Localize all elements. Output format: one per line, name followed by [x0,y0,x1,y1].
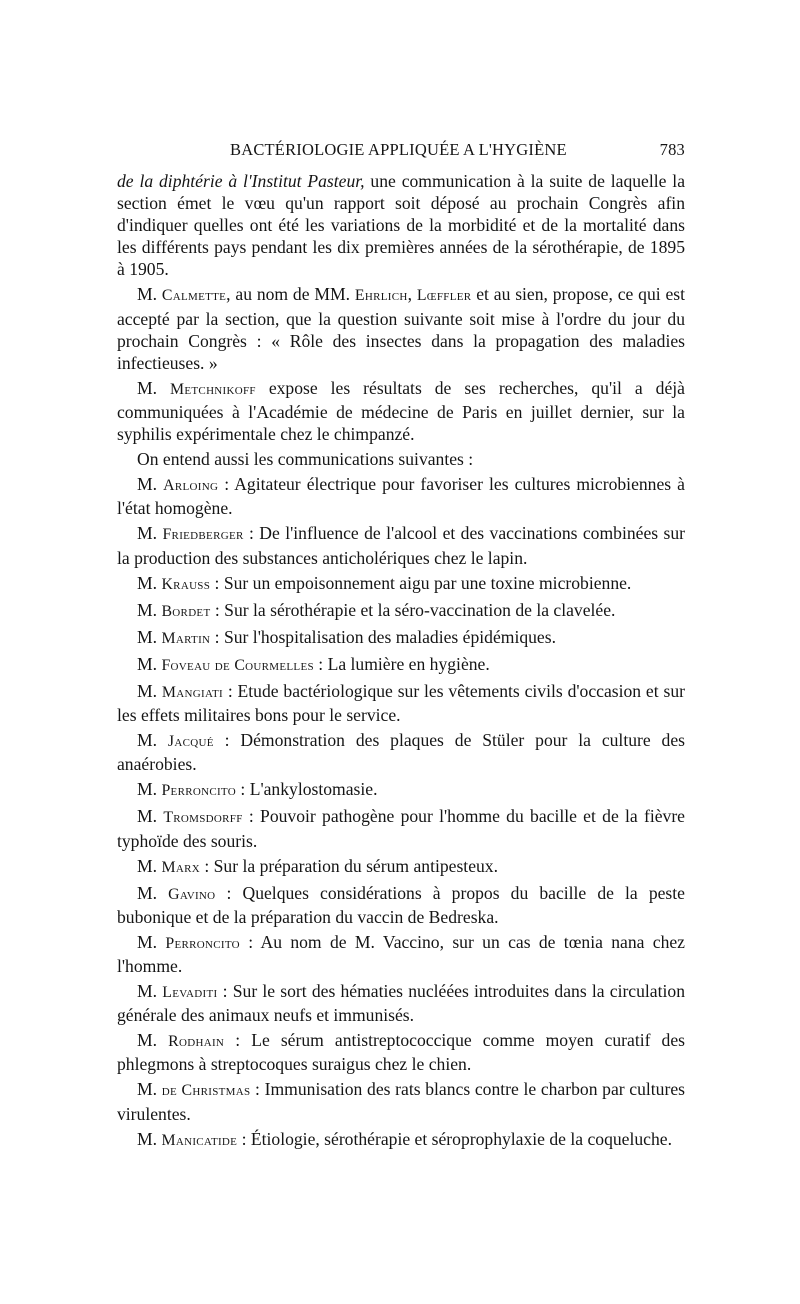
honorific: M. [137,653,162,674]
honorific: M. [137,806,164,827]
communication-item [117,1078,685,1124]
communication-item [117,680,685,726]
speaker-name: de Christmas [161,1082,251,1100]
communication-item [117,729,685,775]
intro-paragraph: On entend aussi les communications suivantes : [137,449,474,470]
communication-title: : La lumière en hygiène. [313,653,490,674]
communication-title: : Démonstration des plaques de Stüler pour la culture des anaérobies. [117,730,685,775]
honorific: M. [137,523,163,544]
communication-item [117,599,685,623]
communication-title: : Sur la sérothérapie et la séro-vaccination de la clavelée. [210,599,616,620]
honorific: M. [137,284,162,305]
calmette-paragraph [117,283,685,373]
communication-title: : Pouvoir pathogène pour l'homme du bacille et de la fièvre typhoïde des souris. [117,806,685,851]
honorific: M. [137,1128,162,1149]
communication-title: : Le sérum antistreptococcique comme moyen curatif des phlegmons à streptocoques suraigus chez le chien. [117,1030,685,1075]
honorific: M. [137,474,164,495]
communication-title: : Au nom de M. Vaccino, sur un cas de tœnia nana chez l'homme. [117,931,685,976]
opening-paragraph [117,170,685,280]
page-number: 783 [659,140,685,159]
paragraph-text: expose les résultats de ses recherches, qu'il a déjà communiquées à l'Académie de médecine de Paris en juillet dernier, sur la syphilis expérimentale chez le chimpanzé. [117,377,685,445]
speaker-name: Martin [161,629,211,647]
communication-item [117,778,685,802]
honorific: M. [137,572,162,593]
communication-title: : Sur le sort des hématies nucléées introduites dans la circulation générale des animaux neufs et immunisés. [117,981,685,1026]
paragraph-text: et au sien, propose, ce qui est accepté par la section, que la question suivante soit mise à l'ordre du jour du prochain Congrès : « Rôle des insectes dans la propagation des maladies infectieuses. » [117,284,685,373]
speaker-name: Gavino [168,885,216,903]
honorific: M. [137,779,162,800]
communication-item [117,1029,685,1075]
communication-title: : Etude bactériologique sur les vêtements civils d'occasion et sur les effets militaires bons pour le service. [117,680,685,726]
honorific: M. [137,626,162,647]
communication-title: : Sur un empoisonnement aigu par une toxine microbienne. [210,572,632,593]
honorific: M. [137,1079,162,1100]
speaker-name: Arloing [163,477,219,495]
paragraph-text: , au nom de MM. [226,284,355,305]
communication-item [117,882,685,928]
honorific: M. [137,882,169,903]
body-text [117,170,685,1155]
honorific: M. [137,680,162,701]
speaker-name: Manicatide [161,1131,238,1149]
communication-item [117,805,685,851]
honorific: M. [137,599,162,620]
communications-list [117,473,685,1152]
communication-title: : Quelques considérations à propos du bacille de la peste bubonique et de la préparation du vaccin de Bedreska. [117,882,685,927]
speaker-name: Bordet [161,602,211,620]
speaker-name: Perroncito [161,782,237,800]
honorific: M. [137,855,162,876]
speaker-name: Tromsdorff [163,809,243,827]
honorific: M. [137,981,163,1002]
speaker-name: Metchnikoff [170,380,256,398]
communication-title: : Sur l'hospitalisation des maladies épidémiques. [210,626,556,647]
communication-item [117,1128,685,1152]
honorific: M. [137,730,168,751]
speaker-name: Lœffler [416,287,472,305]
communication-item [117,855,685,879]
speaker-name: Calmette [161,287,227,305]
speaker-name: Rodhain [168,1033,225,1051]
communication-title: : De l'influence de l'alcool et des vaccinations combinées sur la production des substances anticholériques chez le lapin. [117,523,685,568]
communication-title: : Sur la préparation du sérum antipesteux. [199,855,498,876]
speaker-name: Perroncito [165,934,240,952]
communication-item [117,626,685,650]
communication-title: : L'ankylostomasie. [236,779,378,800]
honorific: M. [137,377,171,398]
honorific: M. [137,1030,169,1051]
communication-item [117,980,685,1026]
communication-title: : Étiologie, sérothérapie et séroprophylaxie de la coqueluche. [237,1128,672,1149]
speaker-name: Ehrlich [354,287,408,305]
speaker-name: Mangiati [161,683,223,701]
communication-item [117,473,685,519]
communication-item [117,572,685,596]
running-title: BACTÉRIOLOGIE APPLIQUÉE A L'HYGIÈNE [230,140,567,159]
speaker-name: Marx [161,858,200,876]
communication-title: : Agitateur électrique pour favoriser les cultures microbiennes à l'état homogène. [117,474,685,519]
italic-phrase: de la diphtérie à l'Institut Pasteur, [117,171,365,191]
metchnikoff-paragraph [117,377,685,445]
communication-item [117,522,685,568]
communication-title: : Immunisation des rats blancs contre le charbon par cultures virulentes. [117,1079,685,1124]
speaker-name: Levaditi [162,984,218,1002]
speaker-name: Friedberger [162,526,244,544]
honorific: M. [137,931,166,952]
paragraph-text: , [407,284,417,305]
paragraph-text: une communication à la suite de laquelle la section émet le vœu qu'un rapport soit déposé au prochain Congrès afin d'indiquer quelles ont été les variations de la morbidité et de la mortalité dans les différents pays pendant les dix premières années de la sérothérapie, de 1895 à 1905. [117,171,685,280]
speaker-name: Jacqué [167,733,214,751]
speaker-name: Foveau de Courmelles [161,656,314,674]
communication-item [117,653,685,677]
speaker-name: Krauss [161,575,211,593]
communication-item [117,931,685,977]
